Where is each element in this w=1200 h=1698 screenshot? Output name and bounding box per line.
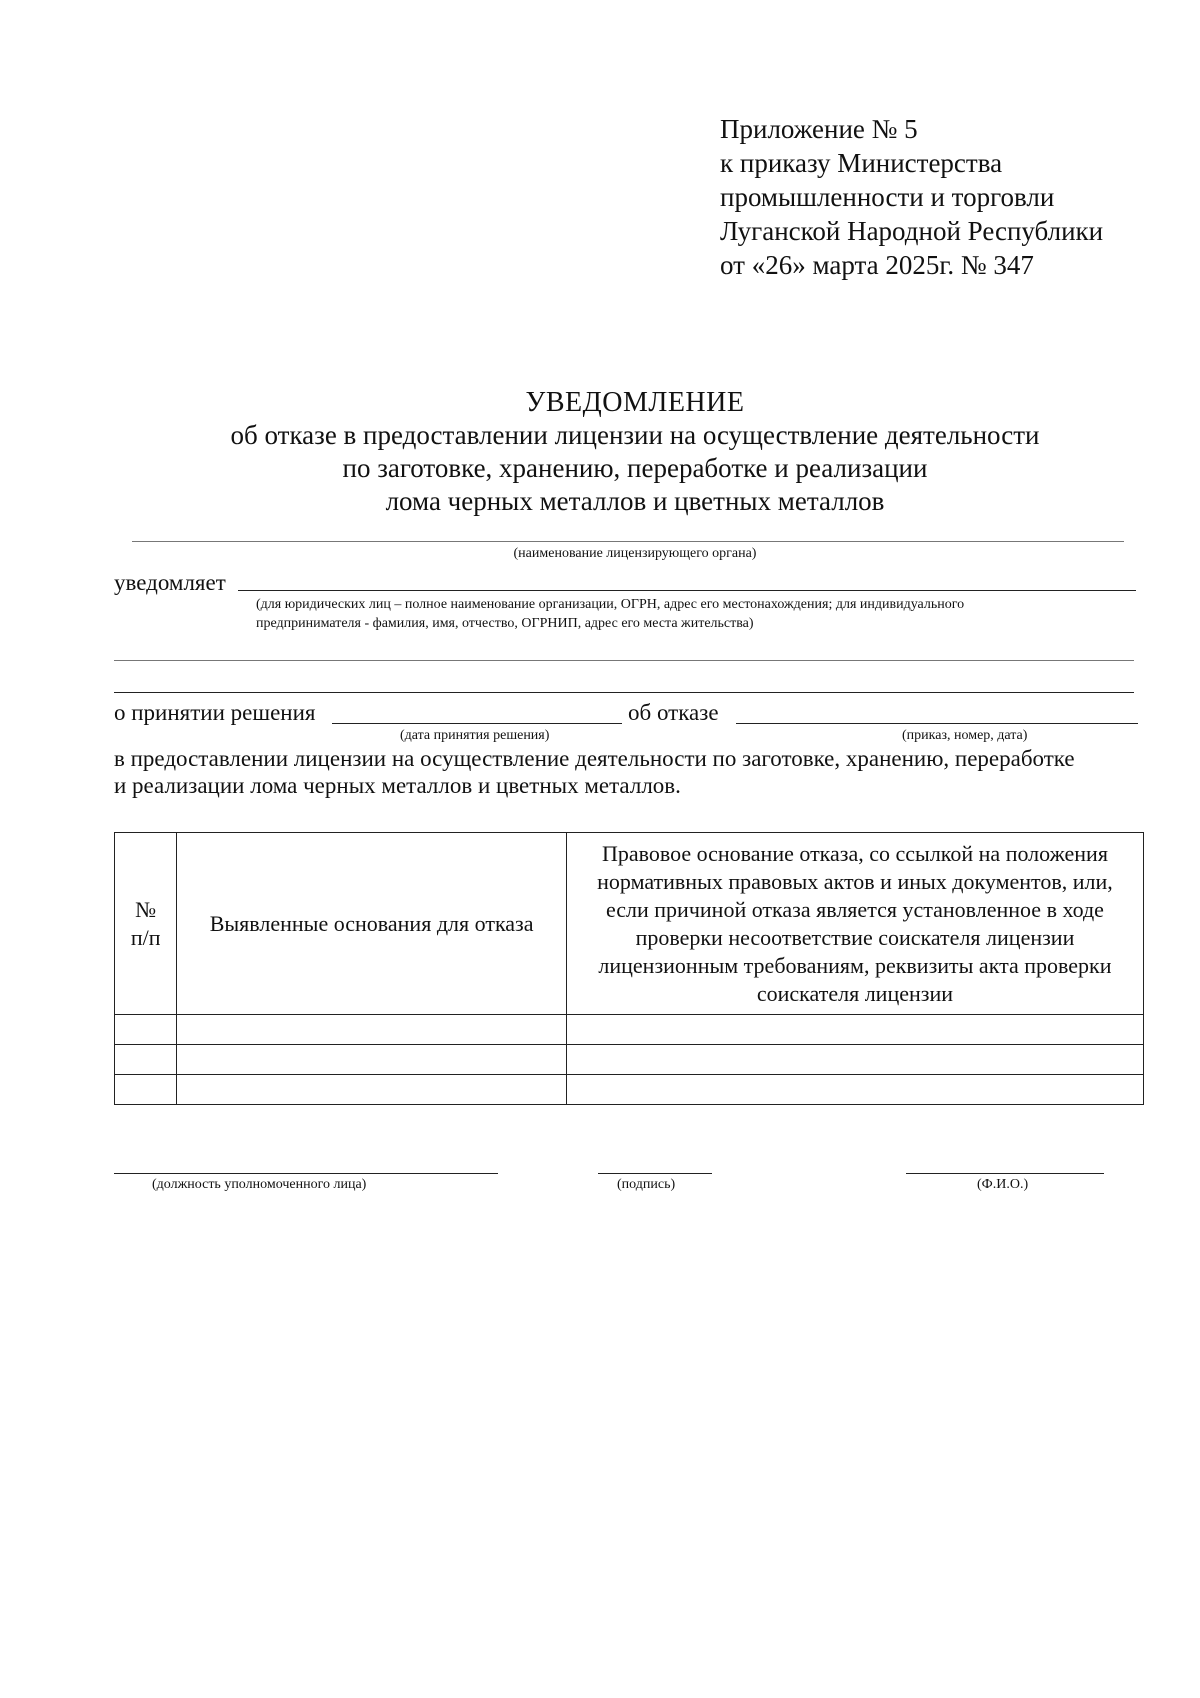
refusal-label: об отказе — [628, 700, 719, 725]
appendix-republic: Луганской Народной Республики — [720, 216, 1104, 246]
licensing-body-caption: (наименование лицензирующего органа) — [513, 546, 757, 561]
header-legal-basis — [566, 833, 1143, 1015]
legal-basis-line: проверки несоответствие соискателя лицензии — [635, 924, 1075, 950]
table-cell[interactable] — [566, 1075, 1143, 1105]
legal-basis-line: если причиной отказа является установленное в ходе — [605, 896, 1104, 922]
applicant-caption-1: (для юридических лиц – полное наименование организации, ОГРН, адрес его местонахождения; для индивидуального — [256, 597, 965, 612]
order-caption: (приказ, номер, дата) — [902, 728, 1028, 743]
full-name-field[interactable] — [906, 1173, 1104, 1174]
header-number-symbol: № — [135, 896, 157, 922]
refusal-grounds-table — [114, 832, 1144, 1105]
decision-date-caption: (дата принятия решения) — [400, 728, 550, 743]
document-title — [0, 386, 1200, 518]
applicant-field-continued-2[interactable] — [114, 692, 1134, 693]
signature-field[interactable] — [598, 1173, 712, 1174]
title-line-2: по заготовке, хранению, переработке и реализации — [342, 453, 928, 483]
title-line-1: об отказе в предоставлении лицензии на осуществление деятельности — [230, 420, 1040, 450]
table-header-row — [115, 833, 1144, 1015]
table-cell[interactable] — [177, 1015, 567, 1045]
decision-date-field[interactable] — [332, 723, 622, 724]
signature-caption: (подпись) — [617, 1177, 676, 1192]
table-cell[interactable] — [177, 1045, 567, 1075]
position-field[interactable] — [114, 1173, 498, 1174]
appendix-order-ref: к приказу Министерства — [720, 148, 1003, 178]
legal-basis-line: Правовое основание отказа, со ссылкой на положения — [601, 840, 1108, 866]
notifies-label: уведомляет — [114, 570, 226, 595]
legal-basis-line: соискателя лицензии — [756, 980, 954, 1006]
appendix-block — [720, 112, 1103, 282]
appendix-number: Приложение № 5 — [720, 114, 918, 144]
table-cell[interactable] — [115, 1045, 177, 1075]
appendix-ministry: промышленности и торговли — [720, 182, 1055, 212]
table-row — [115, 1015, 1144, 1045]
legal-basis-line: нормативных правовых актов и иных документов, или, — [597, 868, 1113, 894]
header-number — [115, 833, 177, 1015]
table-cell[interactable] — [115, 1075, 177, 1105]
header-grounds: Выявленные основания для отказа — [177, 833, 567, 1015]
title-main: УВЕДОМЛЕНИЕ — [525, 387, 745, 418]
legal-basis-line: лицензионным требованиям, реквизиты акта проверки — [598, 952, 1112, 978]
order-details-field[interactable] — [736, 723, 1138, 724]
table-row — [115, 1045, 1144, 1075]
licensing-body-field[interactable] — [132, 541, 1124, 542]
table-cell[interactable] — [177, 1075, 567, 1105]
table-row — [115, 1075, 1144, 1105]
full-name-caption: (Ф.И.О.) — [977, 1177, 1029, 1192]
position-caption: (должность уполномоченного лица) — [152, 1177, 367, 1192]
table-cell[interactable] — [566, 1015, 1143, 1045]
appendix-order-date: от «26» марта 2025г. № 347 — [720, 250, 1034, 280]
decision-label: о принятии решения — [114, 700, 316, 725]
table-cell[interactable] — [115, 1015, 177, 1045]
applicant-field[interactable] — [238, 590, 1136, 591]
applicant-caption-2: предпринимателя - фамилия, имя, отчество, ОГРНИП, адрес его места жительства) — [256, 616, 754, 631]
header-number-abbrev: п/п — [130, 924, 161, 950]
body-text-line-2: и реализации лома черных металлов и цветных металлов. — [114, 773, 681, 798]
title-line-3: лома черных металлов и цветных металлов — [385, 486, 885, 516]
applicant-field-continued-1[interactable] — [114, 660, 1134, 661]
body-text-line-1: в предоставлении лицензии на осуществление деятельности по заготовке, хранению, переработке — [114, 746, 1075, 771]
table-cell[interactable] — [566, 1045, 1143, 1075]
